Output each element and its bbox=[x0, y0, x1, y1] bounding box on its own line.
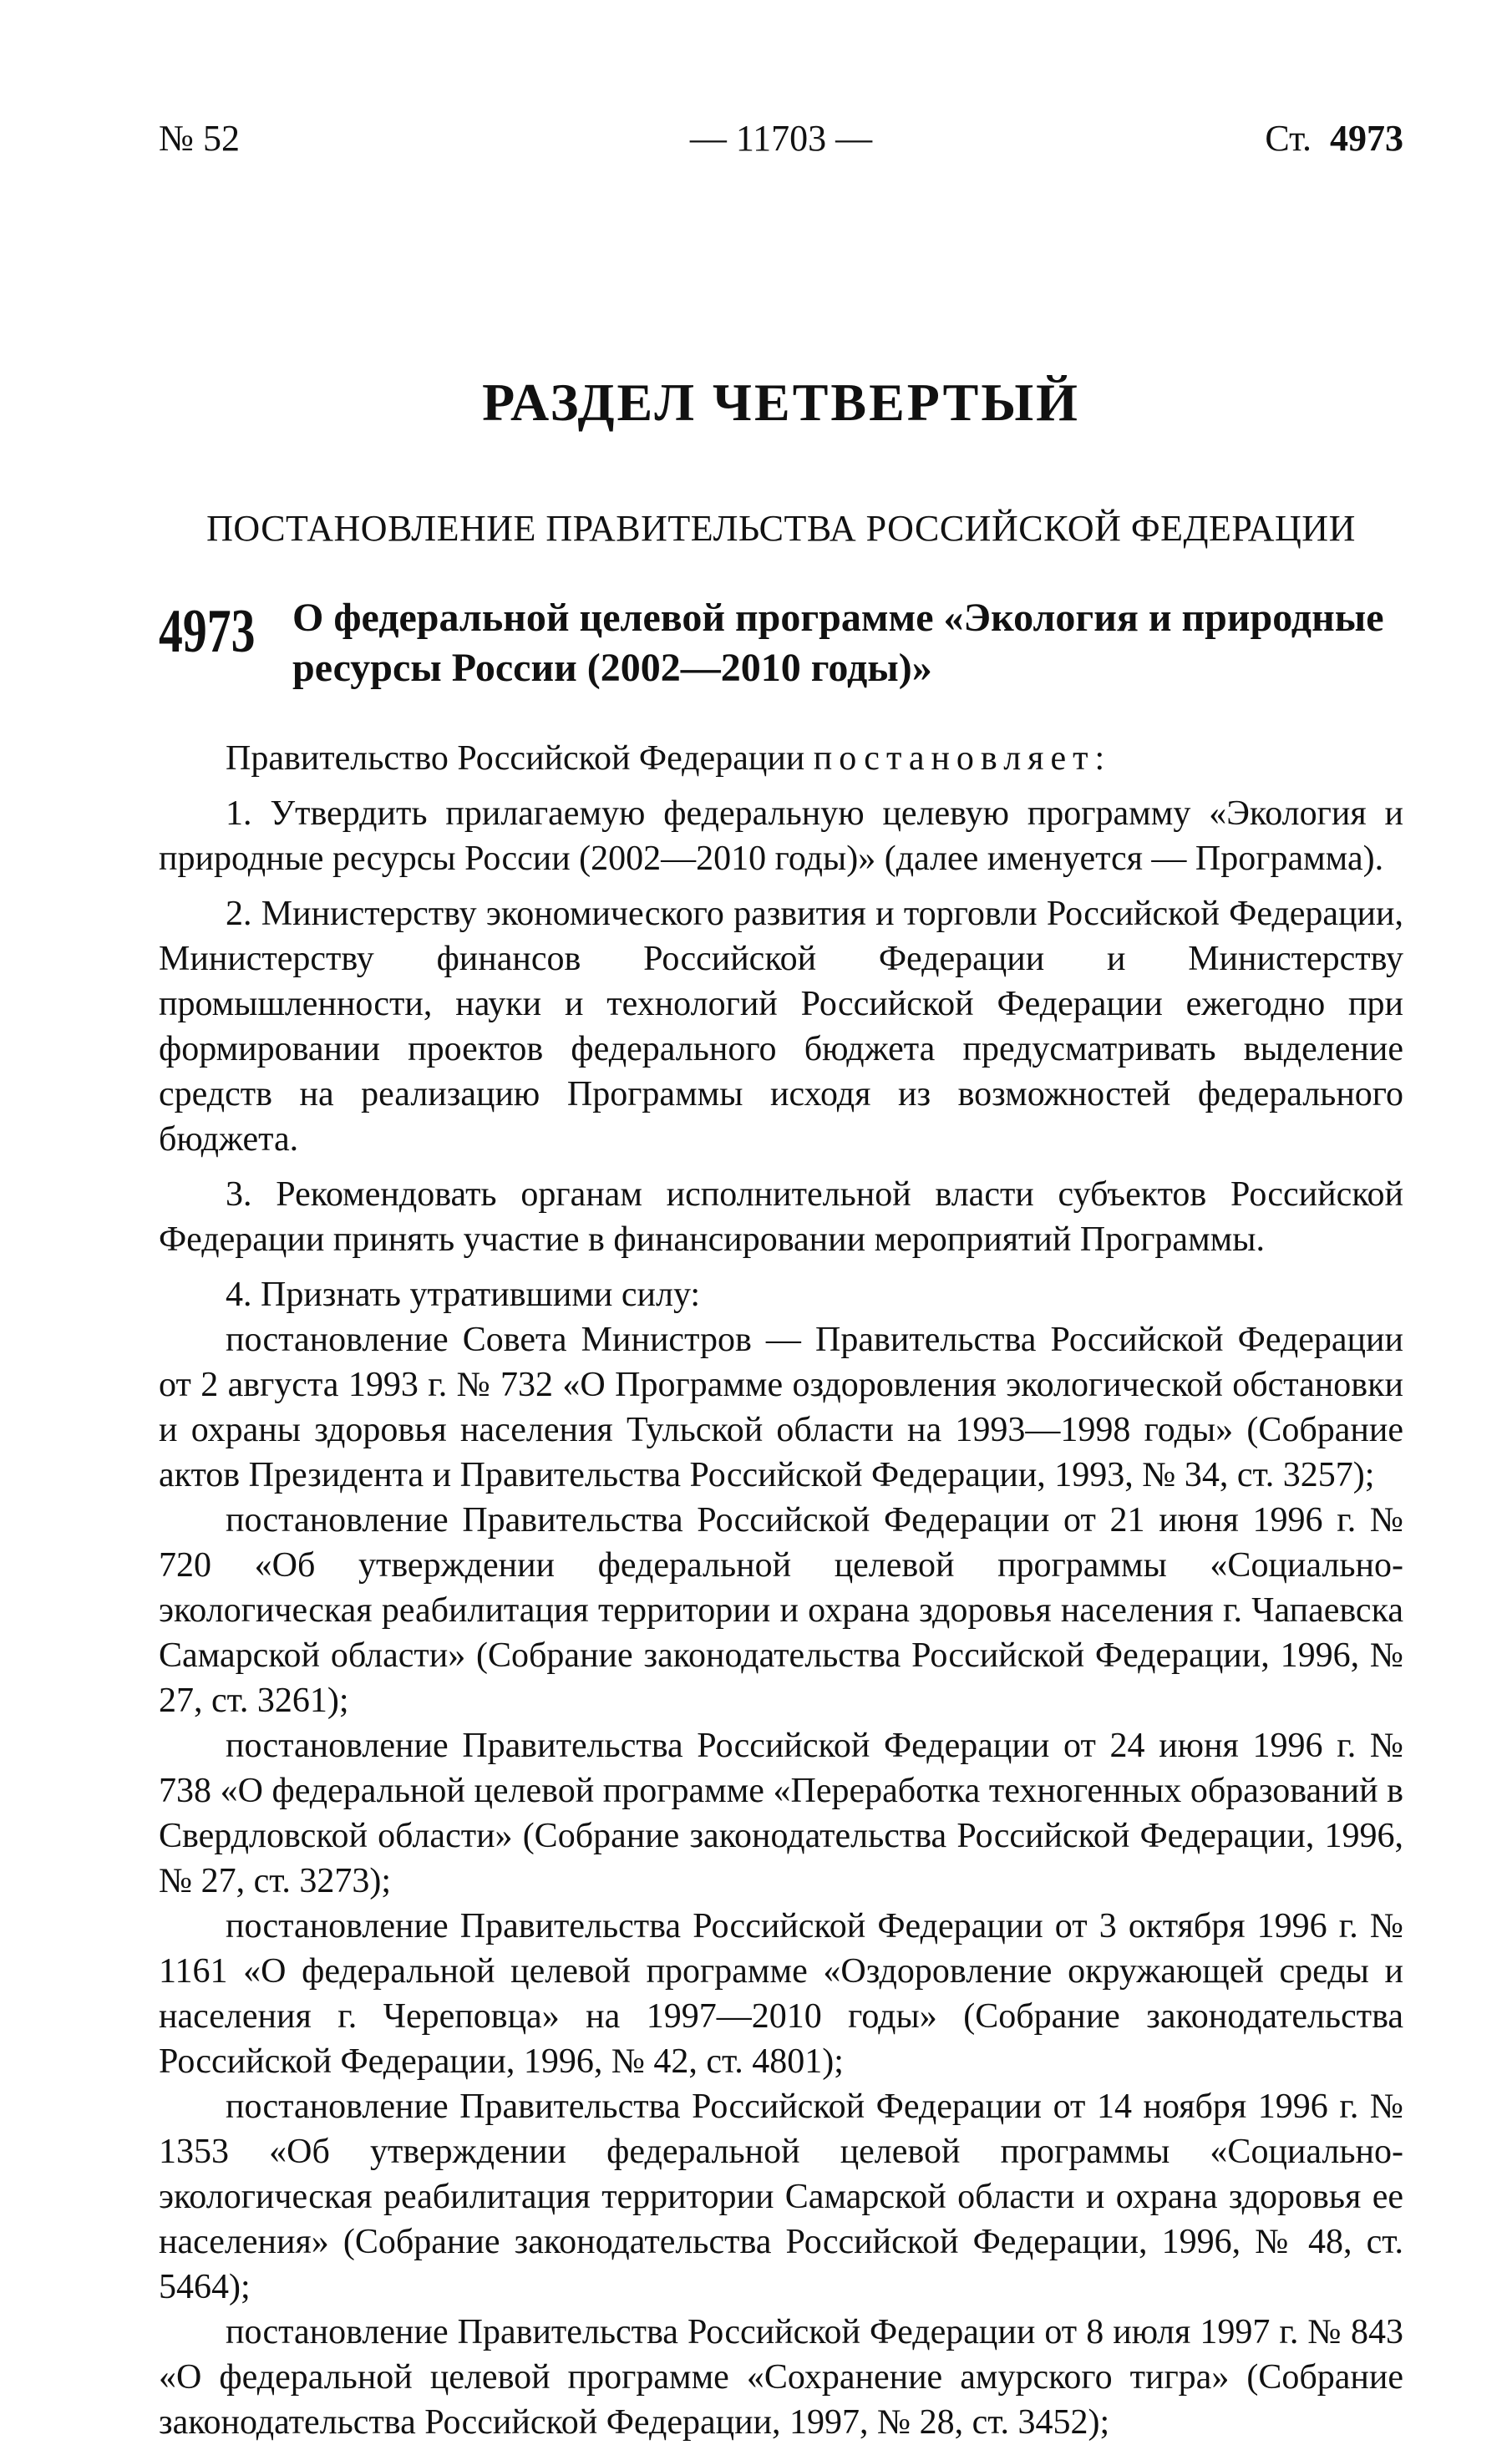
document-type: ПОСТАНОВЛЕНИЕ ПРАВИТЕЛЬСТВА РОССИЙСКОЙ ФЕДЕРАЦИИ bbox=[206, 508, 1356, 549]
article-number: 4973 bbox=[1330, 118, 1403, 159]
article-reference bbox=[1265, 117, 1403, 160]
clause-3: 3. Рекомендовать органам исполнительной власти субъектов Российской Федерации принять участие в финансировании мероприятий Программы. bbox=[159, 1175, 1403, 1259]
document-title: О федеральной целевой программе «Экология и природные ресурсы России (2002—2010 годы)» bbox=[292, 596, 1384, 690]
page-content bbox=[159, 117, 1403, 2445]
repealed-item: постановление Правительства Российской Федерации от 21 июня 1996 г. № 720 «Об утверждении федеральной целевой программы «Социально-экологическая реабилитация территории и охрана здоровья населения г. Чапаевска Самарской области» (Собрание законодательства Российской Федерации, 1996, № 27, ст. 3261); bbox=[159, 1501, 1403, 1720]
preamble-verb: постановляет: bbox=[813, 739, 1112, 778]
clause-4: 4. Признать утратившими силу: bbox=[226, 1276, 701, 1314]
clause-1: 1. Утвердить прилагаемую федеральную целевую программу «Экология и природные ресурсы России (2002—2010 годы)» (далее именуется — Программа). bbox=[159, 794, 1403, 878]
preamble-lead: Правительство Российской Федерации bbox=[226, 739, 814, 778]
section-title: РАЗДЕЛ ЧЕТВЕРТЫЙ bbox=[482, 373, 1080, 432]
document-heading bbox=[159, 593, 1403, 714]
document-body bbox=[159, 736, 1403, 2445]
running-head bbox=[159, 117, 1403, 167]
issue-number: № 52 bbox=[159, 118, 240, 159]
repealed-item: постановление Правительства Российской Федерации от 24 июня 1996 г. № 738 «О федеральной целевой программе «Переработка техногенных образований в Свердловской области» (Собрание законодательства Российской Федерации, 1996, № 27, ст. 3273); bbox=[159, 1727, 1403, 1900]
document-number: 4973 bbox=[159, 597, 256, 666]
article-prefix: Ст. bbox=[1265, 118, 1312, 159]
repealed-item: постановление Правительства Российской Федерации от 14 ноября 1996 г. № 1353 «Об утверждении федеральной целевой программы «Социально-экологическая реабилитация территории Самарской области и охрана здоровья ее населения» (Собрание законодательства Российской Федерации, 1996, № 48, ст. 5464); bbox=[159, 2087, 1403, 2306]
repealed-item: постановление Совета Министров — Правительства Российской Федерации от 2 августа 1993 г. № 732 «О Программе оздоровления экологической обстановки и охраны здоровья населения Тульской области на 1993—1998 годы» (Собрание актов Президента и Правительства Российской Федерации, 1993, № 34, ст. 3257); bbox=[159, 1321, 1403, 1494]
repealed-item: постановление Правительства Российской Федерации от 3 октября 1996 г. № 1161 «О федеральной целевой программе «Оздоровление окружающей среды и населения г. Череповца» на 1997—2010 годы» (Собрание законодательства Российской Федерации, 1996, № 42, ст. 4801); bbox=[159, 1907, 1403, 2081]
preamble bbox=[159, 736, 1403, 781]
repealed-item: постановление Правительства Российской Федерации от 8 июля 1997 г. № 843 «О федеральной целевой программе «Сохранение амурского тигра» (Собрание законодательства Российской Федерации, 1997, № 28, ст. 3452); bbox=[159, 2313, 1403, 2442]
clause-2: 2. Министерству экономического развития и торговли Российской Федерации, Министерству финансов Российской Федерации и Министерству промышленности, науки и технологий Российской Федерации ежегодно при формировании проектов федерального бюджета предусматривать выделение средств на реализацию Программы исходя из возможностей федерального бюджета. bbox=[159, 895, 1403, 1159]
page-number: — 11703 — bbox=[689, 118, 873, 159]
